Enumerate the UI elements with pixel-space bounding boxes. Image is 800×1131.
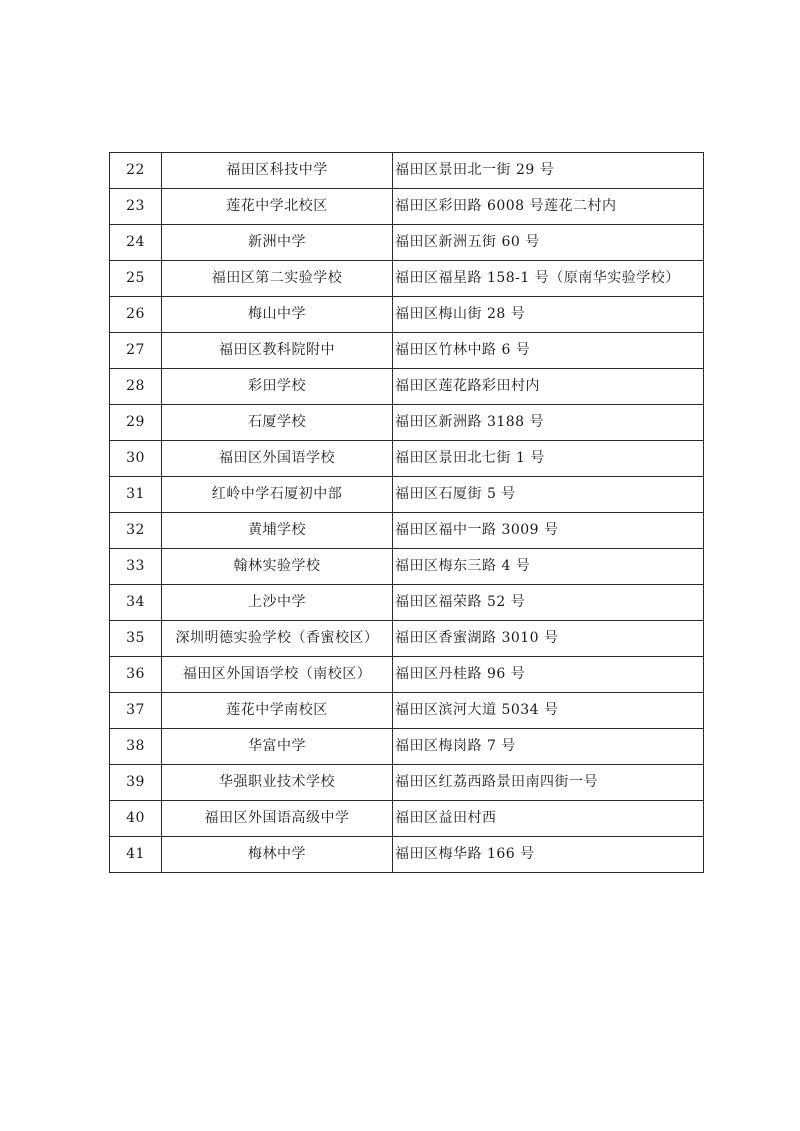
row-number-cell: 22 [110, 153, 162, 189]
table-row [110, 657, 704, 693]
school-name-cell: 福田区外国语学校（南校区） [162, 657, 393, 693]
table-row [110, 513, 704, 549]
row-number-cell: 26 [110, 297, 162, 333]
row-number-cell: 31 [110, 477, 162, 513]
table-row [110, 441, 704, 477]
school-address-cell: 福田区石厦街 5 号 [393, 477, 704, 513]
row-number-cell: 33 [110, 549, 162, 585]
row-number-cell: 29 [110, 405, 162, 441]
school-name-cell: 福田区科技中学 [162, 153, 393, 189]
school-name-cell: 翰林实验学校 [162, 549, 393, 585]
table-row [110, 297, 704, 333]
school-name-cell: 红岭中学石厦初中部 [162, 477, 393, 513]
row-number-cell: 35 [110, 621, 162, 657]
school-name-cell: 华富中学 [162, 729, 393, 765]
school-name-cell: 石厦学校 [162, 405, 393, 441]
school-address-cell: 福田区梅岗路 7 号 [393, 729, 704, 765]
row-number-cell: 23 [110, 189, 162, 225]
school-address-cell: 福田区益田村西 [393, 801, 704, 837]
school-name-cell: 深圳明德实验学校（香蜜校区） [162, 621, 393, 657]
table-row [110, 225, 704, 261]
school-address-cell: 福田区梅东三路 4 号 [393, 549, 704, 585]
table-row [110, 693, 704, 729]
table-row [110, 837, 704, 873]
school-address-table [109, 152, 704, 873]
row-number-cell: 30 [110, 441, 162, 477]
table-row [110, 261, 704, 297]
school-address-cell: 福田区彩田路 6008 号莲花二村内 [393, 189, 704, 225]
school-address-cell: 福田区红荔西路景田南四街一号 [393, 765, 704, 801]
table-row [110, 369, 704, 405]
school-name-cell: 黄埔学校 [162, 513, 393, 549]
table-row [110, 585, 704, 621]
school-address-cell: 福田区景田北一街 29 号 [393, 153, 704, 189]
school-address-cell: 福田区新洲路 3188 号 [393, 405, 704, 441]
row-number-cell: 36 [110, 657, 162, 693]
table-row [110, 189, 704, 225]
school-name-cell: 莲花中学北校区 [162, 189, 393, 225]
row-number-cell: 28 [110, 369, 162, 405]
table-body [110, 153, 704, 873]
school-address-cell: 福田区梅华路 166 号 [393, 837, 704, 873]
school-address-cell: 福田区梅山街 28 号 [393, 297, 704, 333]
school-address-cell: 福田区丹桂路 96 号 [393, 657, 704, 693]
school-name-cell: 华强职业技术学校 [162, 765, 393, 801]
table-row [110, 765, 704, 801]
table-row [110, 405, 704, 441]
table-row [110, 153, 704, 189]
table-row [110, 549, 704, 585]
school-address-cell: 福田区滨河大道 5034 号 [393, 693, 704, 729]
school-address-cell: 福田区福荣路 52 号 [393, 585, 704, 621]
school-name-cell: 新洲中学 [162, 225, 393, 261]
table-row [110, 729, 704, 765]
row-number-cell: 34 [110, 585, 162, 621]
school-name-cell: 福田区教科院附中 [162, 333, 393, 369]
school-name-cell: 福田区外国语高级中学 [162, 801, 393, 837]
school-name-cell: 莲花中学南校区 [162, 693, 393, 729]
school-address-cell: 福田区竹林中路 6 号 [393, 333, 704, 369]
school-name-cell: 梅林中学 [162, 837, 393, 873]
school-address-cell: 福田区新洲五街 60 号 [393, 225, 704, 261]
school-name-cell: 梅山中学 [162, 297, 393, 333]
school-address-cell: 福田区景田北七街 1 号 [393, 441, 704, 477]
row-number-cell: 40 [110, 801, 162, 837]
school-address-cell: 福田区福星路 158-1 号（原南华实验学校） [393, 261, 704, 297]
table-row [110, 801, 704, 837]
row-number-cell: 38 [110, 729, 162, 765]
row-number-cell: 27 [110, 333, 162, 369]
row-number-cell: 24 [110, 225, 162, 261]
table-row [110, 477, 704, 513]
row-number-cell: 39 [110, 765, 162, 801]
row-number-cell: 25 [110, 261, 162, 297]
school-address-cell: 福田区莲花路彩田村内 [393, 369, 704, 405]
school-name-cell: 福田区第二实验学校 [162, 261, 393, 297]
school-name-cell: 彩田学校 [162, 369, 393, 405]
school-address-cell: 福田区香蜜湖路 3010 号 [393, 621, 704, 657]
row-number-cell: 41 [110, 837, 162, 873]
school-name-cell: 上沙中学 [162, 585, 393, 621]
row-number-cell: 32 [110, 513, 162, 549]
table-row [110, 621, 704, 657]
school-name-cell: 福田区外国语学校 [162, 441, 393, 477]
row-number-cell: 37 [110, 693, 162, 729]
table-row [110, 333, 704, 369]
school-address-cell: 福田区福中一路 3009 号 [393, 513, 704, 549]
